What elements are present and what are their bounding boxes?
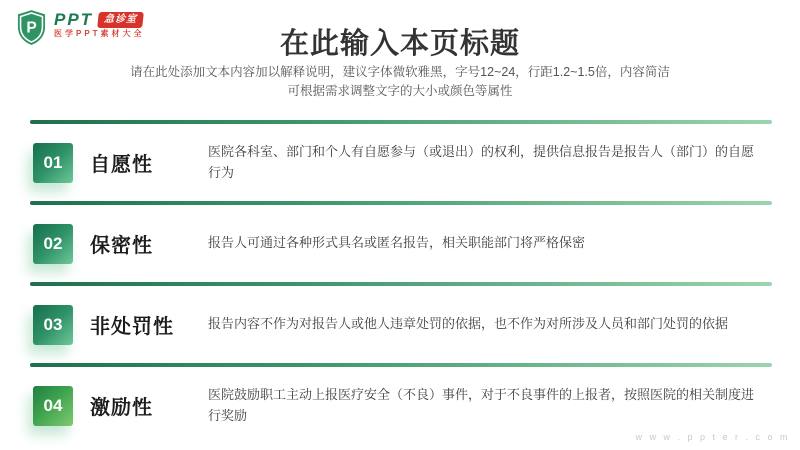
list-item	[30, 201, 772, 282]
item-description: 医院鼓励职工主动上报医疗安全（不良）事件，对于不良事件的上报者，按照医院的相关制度进行奖励	[208, 386, 755, 423]
list-item	[30, 120, 772, 201]
page-subtitle	[70, 63, 730, 102]
principles-list	[30, 120, 772, 444]
shield-letter: P	[26, 19, 37, 37]
list-item	[30, 282, 772, 363]
number-badge: 04	[33, 386, 73, 426]
item-title: 自愿性	[90, 154, 153, 176]
item-description: 报告内容不作为对报告人或他人违章处罚的依据，也不作为对所涉及人员和部门处罚的依据	[208, 316, 729, 332]
subtitle-line-2: 可根据需求调整文字的大小或颜色等属性	[287, 84, 513, 99]
brand-name: PPT	[54, 10, 94, 29]
number-badge: 03	[33, 305, 73, 345]
item-title: 激励性	[90, 397, 153, 419]
shield-logo-icon	[16, 9, 47, 46]
brand-badge: 急诊室	[97, 12, 144, 28]
item-description: 报告人可通过各种形式具名或匿名报告，相关职能部门将严格保密	[208, 235, 586, 251]
subtitle-line-1: 请在此处添加文本内容加以解释说明，建议字体微软雅黑，字号12~24，行距1.2~1.5倍，内容简洁	[130, 65, 670, 79]
item-description: 医院各科室、部门和个人有自愿参与（或退出）的权利，提供信息报告是报告人（部门）的自愿行为	[208, 143, 755, 180]
number-badge: 02	[33, 224, 73, 264]
item-title: 保密性	[90, 235, 153, 257]
item-title: 非处罚性	[90, 316, 174, 338]
watermark: w w w . p p t e r . c o m	[635, 432, 790, 442]
brand-tagline: 医学PPT素材大全	[54, 29, 145, 38]
page-title: 在此输入本页标题	[279, 28, 520, 60]
number-badge: 01	[33, 143, 73, 183]
